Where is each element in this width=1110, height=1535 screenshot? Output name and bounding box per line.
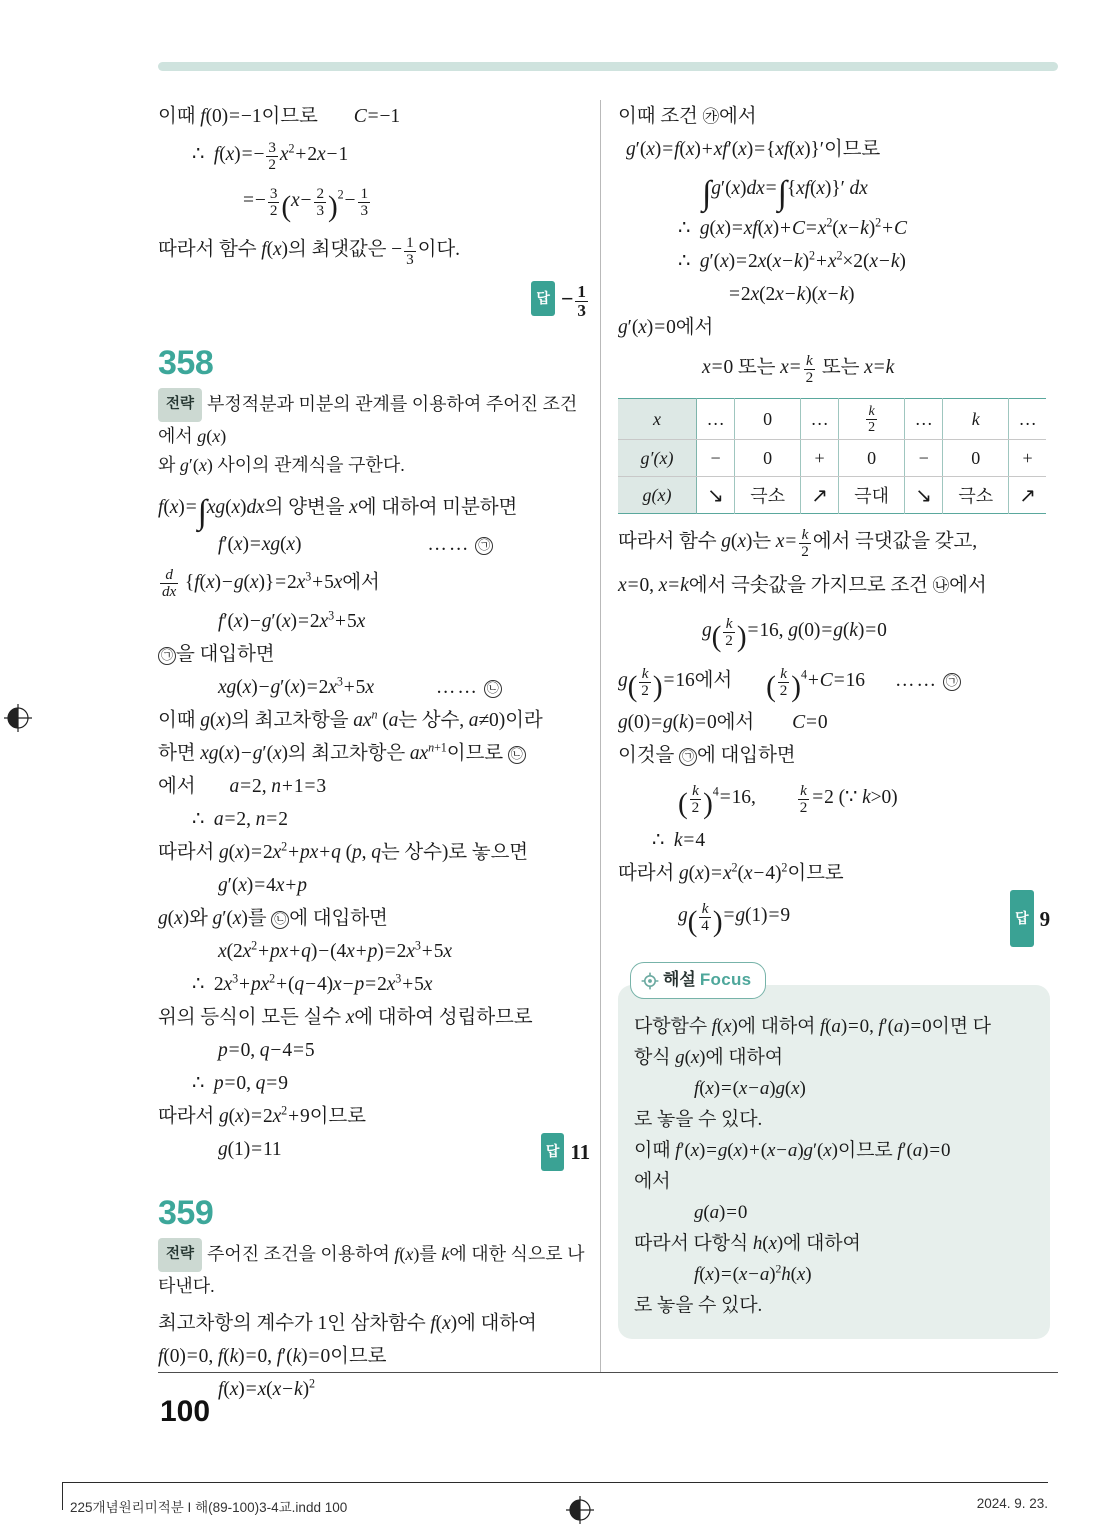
solution-line: g( $\frac{k}{2}$ )=16에서 ( $\frac{k}{2}$ )$^4$+C=16 …… ㉠ <box>618 656 1050 706</box>
answer-value: 9 <box>1039 907 1050 932</box>
solution-line: ∴ a=2, n=2 <box>192 809 288 831</box>
strategy-text: 부정적분과 미분의 관계를 이용하여 주어진 조건에서 <box>158 394 578 447</box>
solution-line: 이때 f(0)=−1이므로 C=−1 <box>158 106 401 127</box>
footer-date: 2024. 9. 23. <box>976 1496 1048 1511</box>
focus-body <box>618 985 1050 1339</box>
cell <box>1009 477 1046 514</box>
focus-line: $f(x)=(x-a)^2h(x)$ <box>694 1263 812 1286</box>
table-row <box>618 477 1046 514</box>
cell: … <box>801 399 839 440</box>
solution-line: 이때 g(x)의 최고차항을 $ax^n$ (a는 상수, a≠0)이라 <box>158 707 543 732</box>
solution-line: $x(2x^2+px+q)-(4x+p)=2x^3+5x$ <box>218 938 452 963</box>
strategy-block: 전략 주어진 조건을 이용하여 f(x)를 k에 대한 식으로 나타낸다. <box>158 1238 590 1301</box>
cell: 0 <box>735 399 801 440</box>
registration-mark-left-icon <box>0 700 36 736</box>
solution-line: $f(x)=x(x-k)^2$ <box>218 1376 315 1401</box>
cell: 극소 <box>735 477 801 514</box>
cell: 0 <box>735 440 801 477</box>
cell: + <box>1009 440 1046 477</box>
solution-line: g(0)=g(k)=0에서 C=0 <box>618 712 828 734</box>
solution-line: f(x)=∫xg(x)dx의 양변을 x에 대하여 미분하면 <box>158 493 518 531</box>
solution-line: g( $\frac{k}{2}$ )=16, g(0)=g(k)=0 <box>702 615 887 654</box>
cell: 0 <box>943 440 1009 477</box>
solution-line: g( $\frac{k}{4}$ )=g(1)=9 답 9 <box>618 890 1050 942</box>
focus-line: 로 놓을 수 있다. <box>634 1109 763 1131</box>
strategy-block: 전략 부정적분과 미분의 관계를 이용하여 주어진 조건에서 g(x) 와 g′(x) 사이의 관계식을 구한다. <box>158 388 590 480</box>
solution-line: x=0 또는 x= $\frac{k}{2}$ 또는 x=k <box>702 352 895 386</box>
problem-number: 359 <box>158 1194 214 1233</box>
solution-line: f′(x)=xg(x) …… ㉠ <box>158 528 590 561</box>
decreasing-arrow-icon: ↘ <box>707 483 724 508</box>
cell: 극대 <box>839 477 905 514</box>
solution-line: 따라서 $g(x)=x^2(x-4)^2$이므로 <box>618 860 844 885</box>
solution-line: ㉠ 을 대입하면 <box>158 638 590 671</box>
table-row <box>618 399 1046 440</box>
solution-line: g(1)=11 답 11 <box>158 1133 590 1166</box>
header-accent-bar <box>158 62 1058 71</box>
problem-number: 358 <box>158 344 214 383</box>
solution-line: 따라서 $g(x)=2x^2+px+q$ (p, q는 상수)로 놓으면 <box>158 839 528 864</box>
decreasing-arrow-icon: ↘ <box>915 483 933 508</box>
focus-line: 항식 g(x)에 대하여 <box>634 1047 784 1069</box>
solution-line: $xg(x)-g'(x)=2x^3+5x$ …… ㉡ <box>158 671 590 704</box>
cell: 0 <box>839 440 905 477</box>
problem-359 <box>158 1194 590 1406</box>
cell: − <box>905 440 943 477</box>
variation-table <box>618 398 1046 514</box>
answer-badge: 답 <box>541 1133 564 1171</box>
solution-line: 따라서 함수 g(x)는 x= $\frac{k}{2}$ 에서 극댓값을 갖고, <box>618 526 977 561</box>
cell <box>801 477 839 514</box>
strategy-badge: 전략 <box>158 388 202 422</box>
solution-line: 에서 a=2, n+1=3 <box>158 776 327 798</box>
footer-tick <box>62 1482 63 1510</box>
focus-line: 따라서 다항식 h(x)에 대하여 <box>634 1233 861 1255</box>
strategy-badge: 전략 <box>158 1238 202 1272</box>
cell: … <box>697 399 735 440</box>
increasing-arrow-icon: ↗ <box>1019 483 1036 508</box>
answer-badge: 답 <box>1010 890 1033 947</box>
solution-line: g′(x)=f(x)+xf′(x)={xf(x)}′이므로 <box>626 139 881 160</box>
solution-line: $f'(x)-g'(x)=2x^3+5x$ <box>218 608 366 633</box>
strategy-text: 주어진 조건을 이용하여 <box>207 1244 395 1265</box>
footer-rule <box>62 1482 1048 1483</box>
solution-line: ∴ $2x^3+px^2+(q-4)x-p=2x^3+5x$ <box>192 971 433 996</box>
cell <box>697 477 735 514</box>
cell: − <box>697 440 735 477</box>
cell: k <box>943 399 1009 440</box>
right-column <box>618 100 1050 1339</box>
continued-solution-block <box>158 100 590 320</box>
solution-line: ∫g′(x)dx=∫{xf(x)}′ dx <box>702 174 868 212</box>
solution-line: 따라서 $g(x)=2x^2+9$이므로 <box>158 1103 366 1128</box>
solution-line: 이때 조건 ㉮에서 <box>618 106 757 127</box>
row-header-x: x <box>618 399 697 440</box>
cell: … <box>905 399 943 440</box>
solution-line: =− $\frac{3}{2}$ (x− $\frac{2}{3}$ )$^2$− $\frac{1}{3}$ <box>243 185 368 223</box>
solution-line: 위의 등식이 모든 실수 x에 대하여 성립하므로 <box>158 1007 533 1029</box>
column-divider <box>600 100 601 1372</box>
focus-box <box>618 962 1050 1339</box>
target-icon <box>641 972 659 995</box>
solution-line: ∴ $g'(x)=2x(x-k)^2+x^2\times 2(x-k)$ <box>678 248 906 272</box>
cell: 극소 <box>943 477 1009 514</box>
focus-line: f(x)=(x−a)g(x) <box>694 1078 806 1100</box>
focus-line: 이때 f′(x)=g(x)+(x−a)g′(x)이므로 f′(a)=0 <box>634 1140 951 1162</box>
row-header-gprime: g′(x) <box>618 440 697 477</box>
solution-line: ∴ f(x)=− $\frac{3}{2}$ $x^2+2x-1$ <box>192 139 349 173</box>
solution-line: ∴ p=0, q=9 <box>192 1073 288 1095</box>
increasing-arrow-icon: ↗ <box>811 483 828 508</box>
focus-header <box>630 962 766 999</box>
solution-line: g′(x)=0에서 <box>618 317 714 338</box>
text-fragment: 이때 <box>158 106 201 127</box>
solution-line: x=0, x=k에서 극솟값을 가지므로 조건 ㉯에서 <box>618 575 987 597</box>
solution-line: g(x)와 g′(x)를 ㉡ 에 대입하면 <box>158 908 388 930</box>
solution-line: ∴ $g(x)=xf(x)+C=x^2(x-k)^2+C$ <box>678 215 907 239</box>
cell: … <box>1009 399 1046 440</box>
solution-line: g′(x)=4x+p <box>218 875 307 897</box>
focus-line: 로 놓을 수 있다. <box>634 1295 763 1317</box>
answer-badge: 답 <box>531 281 555 316</box>
cell: + <box>801 440 839 477</box>
solution-line: 하면 xg(x)−g′(x)의 최고차항은 $ax^{n+1}$이므로 ㉡ <box>158 737 590 770</box>
focus-title-en: Focus <box>699 970 752 990</box>
focus-line: 다항함수 f(x)에 대하여 f(a)=0, f′(a)=0이면 다 <box>634 1016 991 1038</box>
answer-value: 11 <box>570 1140 590 1165</box>
left-column <box>158 100 590 1406</box>
solution-line: p=0, q−4=5 <box>218 1040 315 1062</box>
solution-line: f(0)=0, f(k)=0, f′(k)=0이므로 <box>158 1346 387 1368</box>
solution-line: 따라서 함수 f(x)의 최댓값은 − $\frac{1}{3}$ 이다. <box>158 234 460 268</box>
page-number: 100 <box>160 1395 211 1428</box>
solution-line: ∴ k=4 <box>652 830 705 852</box>
footer-filename: 225개념원리미적분 I 해(89-100)3-4교.indd 100 <box>70 1500 348 1515</box>
solution-line: ( $\frac{k}{2}$ )$^4$=16, $\frac{k}{2}$ =2 (∵ k>0) <box>678 782 898 821</box>
focus-title-ko: 해설 <box>663 970 696 990</box>
solution-line: 이것을 ㉠ 에 대입하면 <box>618 745 796 767</box>
focus-line: 에서 <box>634 1171 671 1193</box>
cell: $\frac{k}{2}$ <box>839 399 905 440</box>
table-row <box>618 440 1046 477</box>
focus-line: g(a)=0 <box>694 1202 748 1224</box>
solution-line: 최고차항의 계수가 1인 삼차함수 f(x)에 대하여 <box>158 1313 537 1335</box>
solution-line: =2x(2x−k)(x−k) <box>729 284 855 305</box>
registration-mark-bottom-icon <box>562 1492 598 1528</box>
problem-358 <box>158 344 590 1166</box>
solution-line: $\frac{d}{dx}$ $\{f(x)-g(x)\}=2x^3+5x$에서 <box>162 566 380 601</box>
row-header-g: g(x) <box>618 477 697 514</box>
answer-row: 답 − $\frac{1}{3}$ <box>158 281 590 320</box>
cell <box>905 477 943 514</box>
